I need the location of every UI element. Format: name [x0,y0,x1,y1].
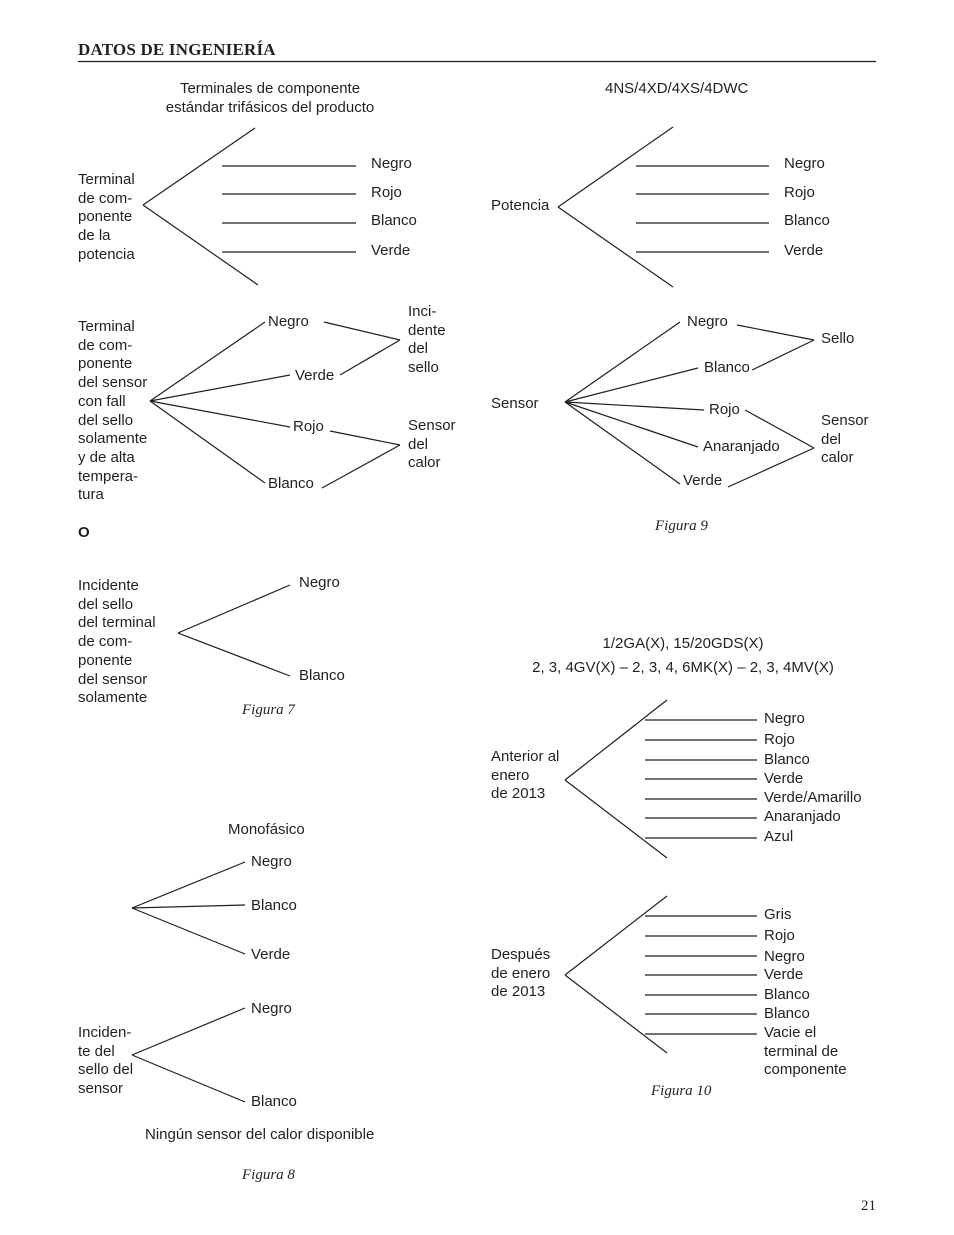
wire-label: Rojo [293,418,324,435]
section-header: DATOS DE INGENIERÍA [78,40,276,59]
after-2013-label: Después de enero de 2013 [491,946,551,1001]
wire-label: Blanco [704,359,750,376]
sensor-terminal-label: Terminal de com- ponente del sensor con fall del sello solamente y de alta tempera- tura [78,318,148,504]
wire-label: Verde [764,966,804,983]
wire-label: Azul [764,828,794,845]
wire-label: Negro [268,313,309,330]
heat-group-label: Sensor del calor [821,412,869,467]
wire-label: Anaranjado [764,808,841,825]
wire-label: Verde [295,367,335,384]
wire-label-multiline: Vacie el terminal de componente [764,1024,847,1079]
page-number: 21 [861,1198,876,1214]
wire-label: Negro [784,155,825,172]
sensor-terminal-lines [150,322,400,488]
right-sensor-lines [565,322,814,487]
wire-label: Blanco [268,475,314,492]
wire-label: Negro [299,574,340,591]
single-phase-heading: Monofásico [228,821,305,838]
single-phase-lines [132,862,245,954]
figure-9-caption: Figura 9 [655,518,708,534]
wire-label: Rojo [709,401,740,418]
wire-label: Blanco [764,1005,810,1022]
seal-only-label: Incidente del sello del terminal de com- ponente del sensor solamente [78,577,156,707]
seal-group-label: Sello [821,330,855,347]
wire-label: Gris [764,906,792,923]
wire-label: Rojo [371,184,402,201]
before-2013-lines [565,700,757,858]
wire-label: Rojo [764,731,795,748]
wire-label: Blanco [764,986,810,1003]
wire-label: Blanco [251,1093,297,1110]
seal-sensor-label: Inciden- te del sello del sensor [78,1024,134,1098]
wire-label: Verde [784,242,824,259]
wire-label: Blanco [371,212,417,229]
figure-8-caption: Figura 8 [242,1167,295,1183]
wire-label: Negro [687,313,728,330]
wire-label: Blanco [784,212,830,229]
seal-group-label: Inci- dente del sello [408,303,446,377]
models-heading: 1/2GA(X), 15/20GDS(X) 2, 3, 4GV(X) – 2, 3, 4, 6MK(X) – 2, 3, 4MV(X) [532,635,834,676]
wire-label: Verde/Amarillo [764,789,862,806]
wire-label: Negro [764,710,805,727]
wire-label: Blanco [251,897,297,914]
seal-sensor-lines [132,1008,245,1102]
wire-label: Verde [683,472,723,489]
no-heat-sensor-note: Ningún sensor del calor disponible [145,1126,375,1143]
wire-label: Anaranjado [703,438,780,455]
seal-only-lines [178,585,290,676]
heading-line: estándar trifásicos del producto [165,98,375,116]
power-terminal-lines [143,128,356,285]
wire-label: Verde [251,946,291,963]
wire-label: Verde [371,242,411,259]
wire-label: Blanco [764,751,810,768]
wire-label: Rojo [784,184,815,201]
heat-group-label: Sensor del calor [408,417,456,472]
model-heading: 4NS/4XD/4XS/4DWC [605,80,749,97]
wire-label: Negro [251,853,292,870]
wire-label: Negro [371,155,412,172]
before-2013-label: Anterior al enero de 2013 [491,748,560,803]
figure-10-caption: Figura 10 [651,1083,712,1099]
three-phase-heading [140,80,400,117]
figure-7-caption: Figura 7 [242,702,295,718]
wire-label: Negro [764,948,805,965]
wire-label: Blanco [299,667,345,684]
sensor-label: Sensor [491,395,539,412]
power-label: Potencia [491,197,550,214]
wire-label: Verde [764,770,804,787]
power-terminal-label: Terminal de com- ponente de la potencia [78,171,135,263]
or-text: O [78,524,90,541]
right-power-lines [558,127,769,287]
wire-label: Rojo [764,927,795,944]
after-2013-lines [565,896,757,1053]
wire-label: Negro [251,1000,292,1017]
heading-line: Terminales de componente [179,80,361,97]
